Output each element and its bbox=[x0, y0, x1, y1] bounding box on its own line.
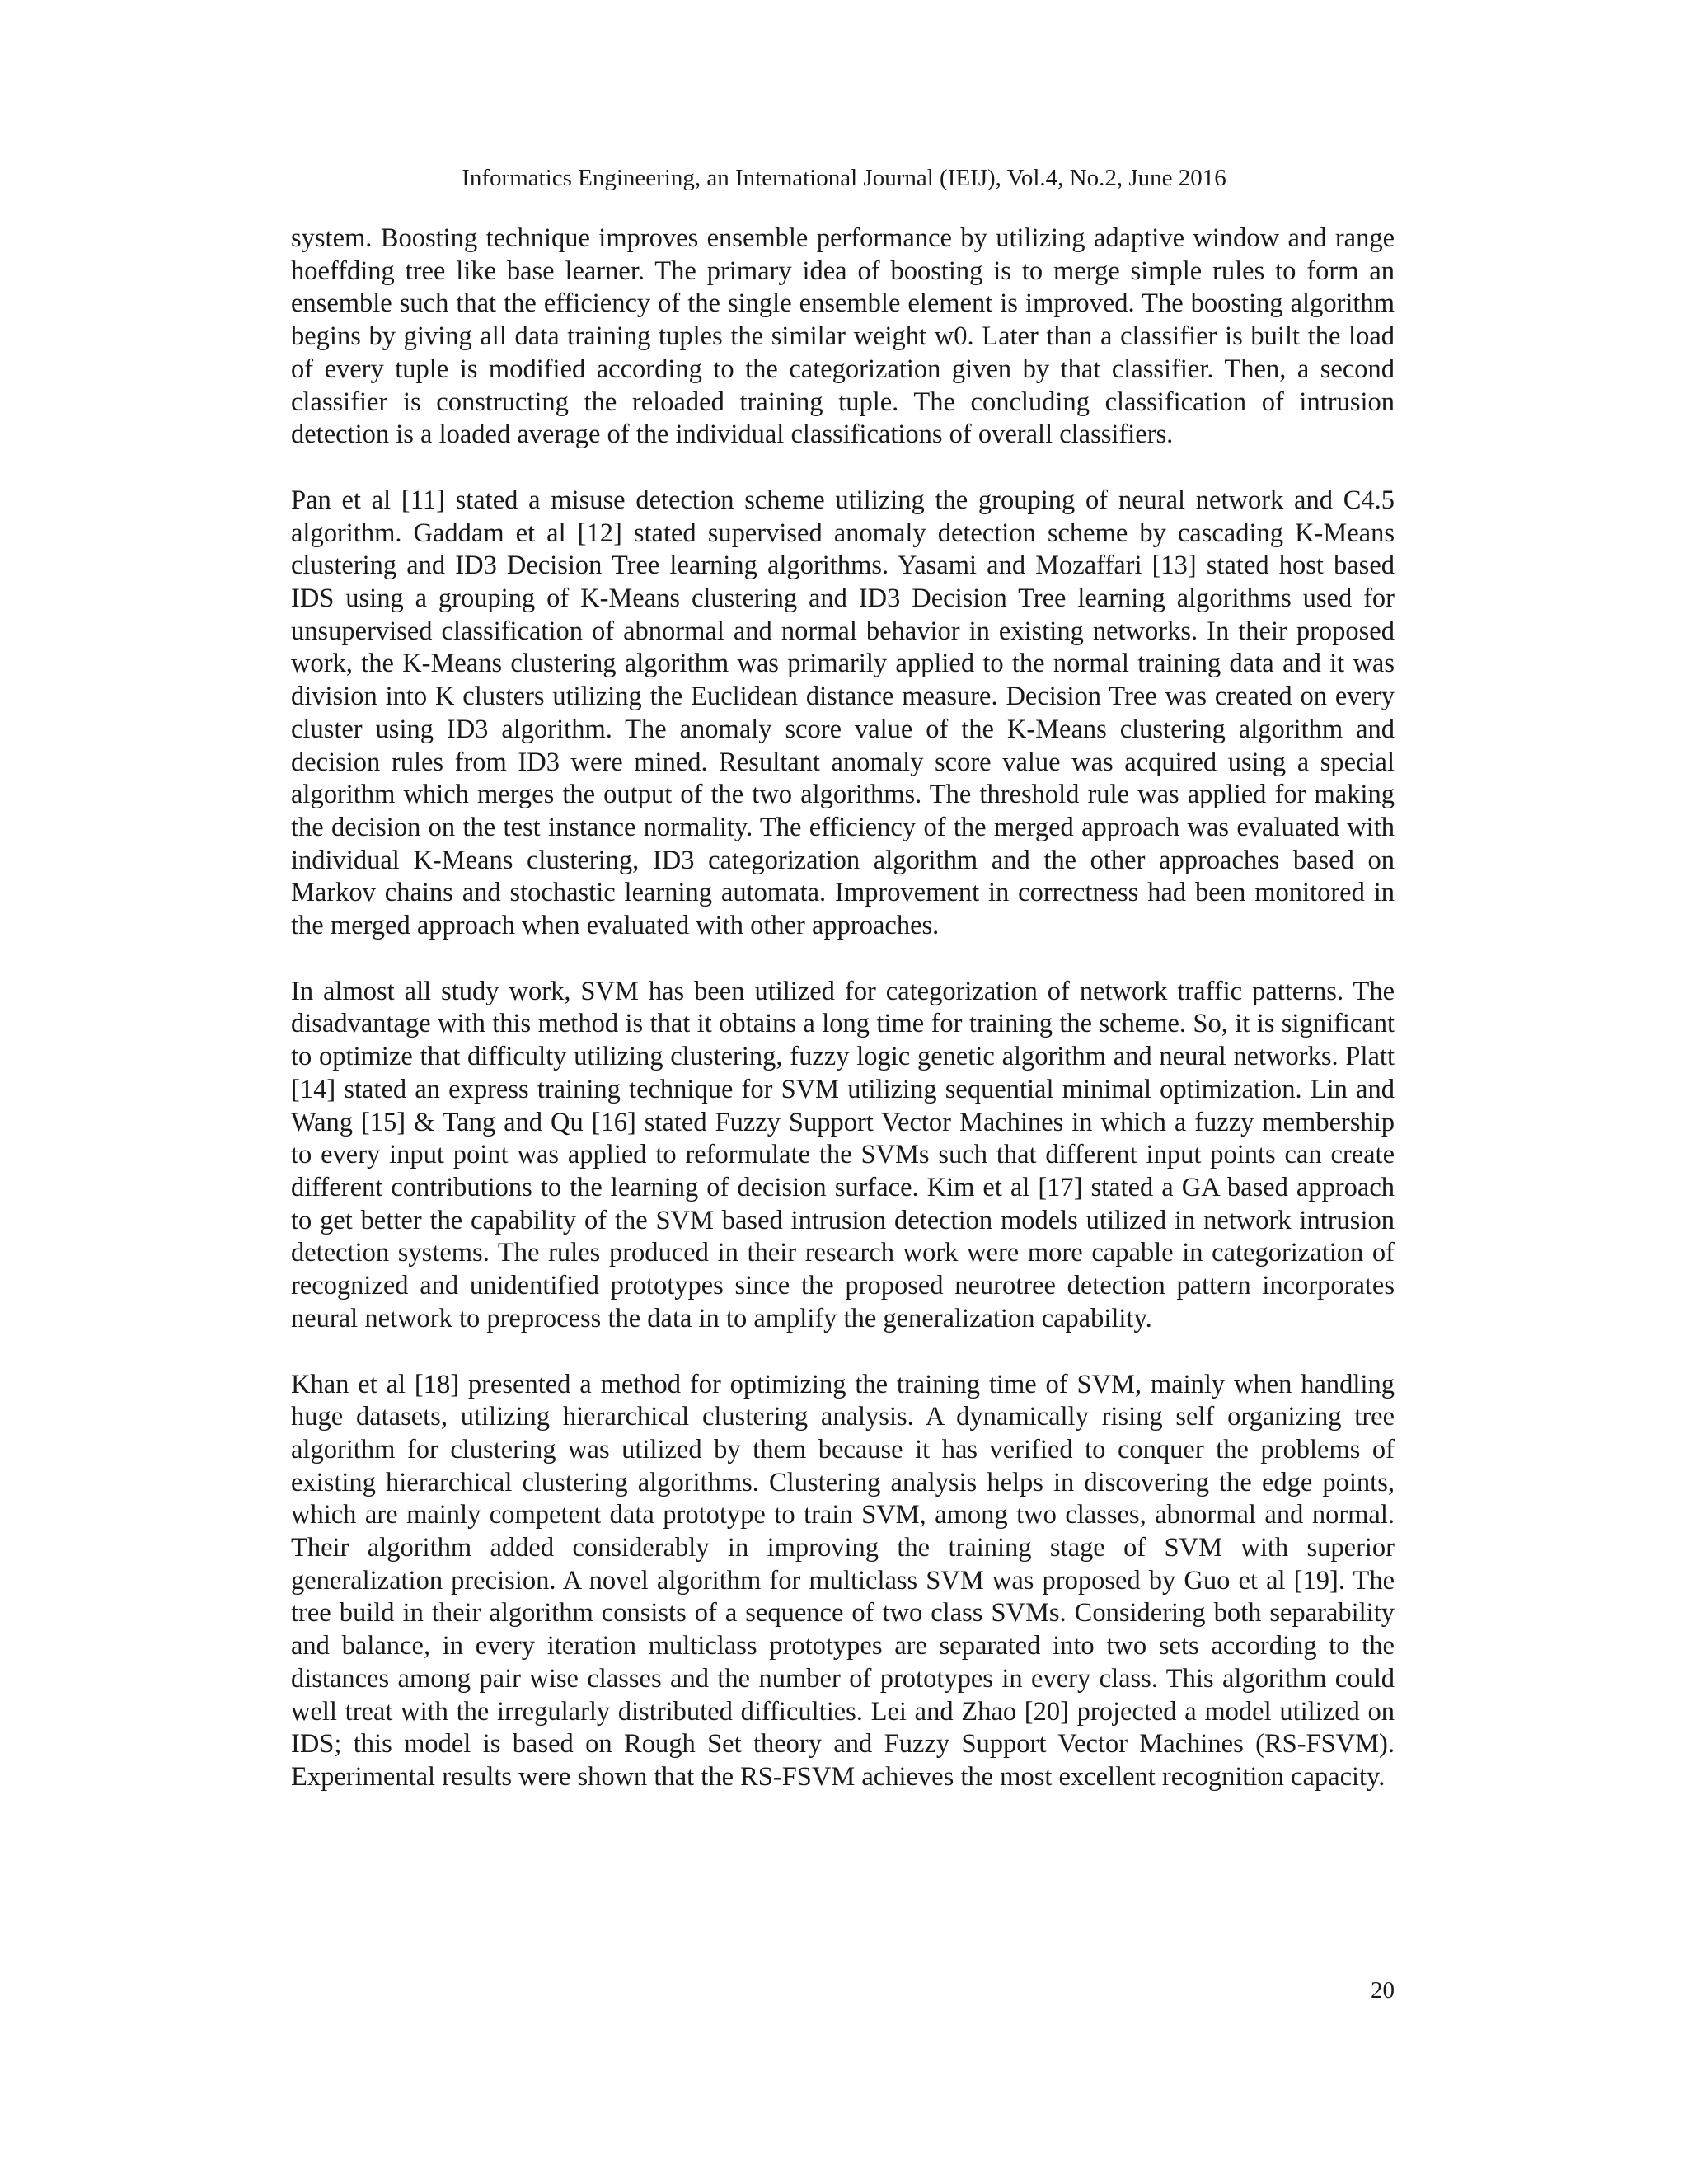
paragraph-svm-categorization: In almost all study work, SVM has been utilized for categorization of network traffic patterns. The disadvantage with this method is that it obtains a long time for training the scheme. So, it is significant to optimize that difficulty utilizing clustering, fuzzy logic genetic algorithm and neural networks. Platt [14] stated an express training technique for SVM utilizing sequential minimal optimization. Lin and Wang [15] & Tang and Qu [16] stated Fuzzy Support Vector Machines in which a fuzzy membership to every input point was applied to reformulate the SVMs such that different input points can create different contributions to the learning of decision surface. Kim et al [17] stated a GA based approach to get better the capability of the SVM based intrusion detection models utilized in network intrusion detection systems. The rules produced in their research work were more capable in categorization of recognized and unidentified prototypes since the proposed neurotree detection pattern incorporates neural network to preprocess the data in to amplify the generalization capability. bbox=[291, 976, 1395, 1333]
paragraph-svm-optimization: Khan et al [18] presented a method for optimizing the training time of SVM, mainly when handling huge datasets, utilizing hierarchical clustering analysis. A dynamically rising self organizing tree algorithm for clustering was utilized by them because it has verified to conquer the problems of existing hierarchical clustering algorithms. Clustering analysis helps in discovering the edge points, which are mainly competent data prototype to train SVM, among two classes, abnormal and normal. Their algorithm added considerably in improving the training stage of SVM with superior generalization precision. A novel algorithm for multiclass SVM was proposed by Guo et al [19]. The tree build in their algorithm consists of a sequence of two class SVMs. Considering both separability and balance, in every iteration multiclass prototypes are separated into two sets according to the distances among pair wise classes and the number of prototypes in every class. This algorithm could well treat with the irregularly distributed difficulties. Lei and Zhao [20] projected a model utilized on IDS; this model is based on Rough Set theory and Fuzzy Support Vector Machines (RS-FSVM). Experimental results were shown that the RS-FSVM achieves the most excellent recognition capacity. bbox=[291, 1369, 1395, 1792]
paragraph-boosting: system. Boosting technique improves ensemble performance by utilizing adaptive window and range hoeffding tree like base learner. The primary idea of boosting is to merge simple rules to form an ensemble such that the efficiency of the single ensemble element is improved. The boosting algorithm begins by giving all data training tuples the similar weight w0. Later than a classifier is built the load of every tuple is modified according to the categorization given by that classifier. Then, a second classifier is constructing the reloaded training tuple. The concluding classification of intrusion detection is a loaded average of the individual classifications of overall classifiers. bbox=[291, 223, 1395, 450]
body-text bbox=[291, 223, 1395, 1794]
running-header: Informatics Engineering, an International Journal (IEIJ), Vol.4, No.2, June 2016 bbox=[462, 165, 1226, 191]
page-number: 20 bbox=[1371, 1977, 1395, 2004]
paragraph-kmeans-id3: Pan et al [11] stated a misuse detection scheme utilizing the grouping of neural network and C4.5 algorithm. Gaddam et al [12] stated supervised anomaly detection scheme by cascading K-Means clustering and ID3 Decision Tree learning algorithms. Yasami and Mozaffari [13] stated host based IDS using a grouping of K-Means clustering and ID3 Decision Tree learning algorithms used for unsupervised classification of abnormal and normal behavior in existing networks. In their proposed work, the K-Means clustering algorithm was primarily applied to the normal training data and it was division into K clusters utilizing the Euclidean distance measure. Decision Tree was created on every cluster using ID3 algorithm. The anomaly score value of the K-Means clustering algorithm and decision rules from ID3 were mined. Resultant anomaly score value was acquired using a special algorithm which merges the output of the two algorithms. The threshold rule was applied for making the decision on the test instance normality. The efficiency of the merged approach was evaluated with individual K-Means clustering, ID3 categorization algorithm and the other approaches based on Markov chains and stochastic learning automata. Improvement in correctness had been monitored in the merged approach when evaluated with other approaches. bbox=[291, 485, 1395, 941]
